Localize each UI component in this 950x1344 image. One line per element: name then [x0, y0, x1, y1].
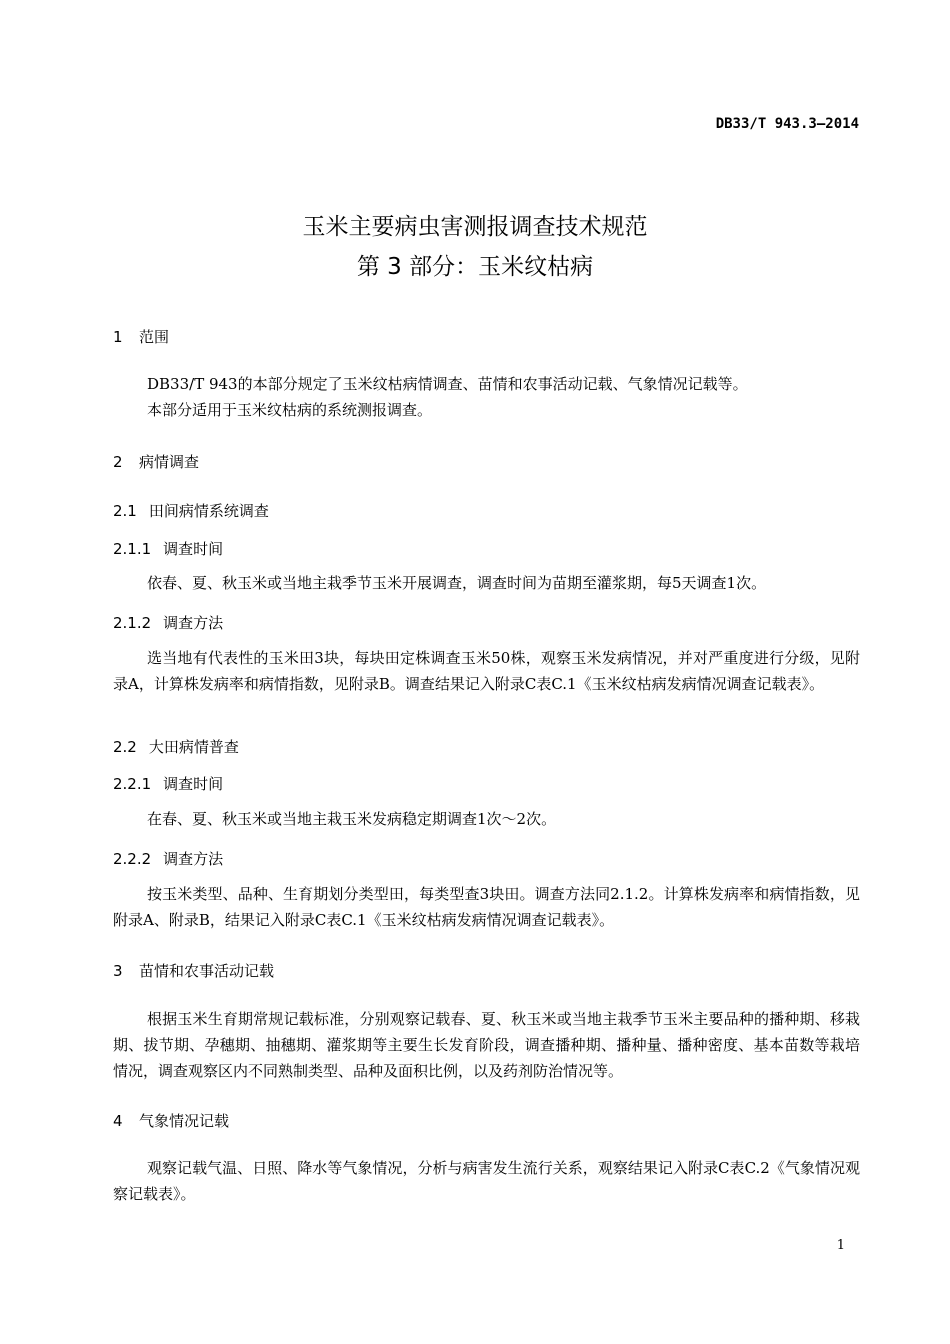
section-number: 2.1.2 — [113, 614, 152, 632]
section-3-heading — [113, 960, 274, 981]
section-1-paragraph-2: 本部分适用于玉米纹枯病的系统测报调查。 — [147, 401, 433, 419]
document-title: 玉米主要病虫害测报调查技术规范 — [302, 214, 648, 240]
section-title: 调查时间 — [163, 540, 224, 558]
section-2-2-1-heading — [113, 773, 223, 794]
section-number: 2.2.2 — [113, 850, 152, 868]
section-title: 苗情和农事活动记载 — [139, 962, 275, 980]
section-1-heading — [113, 326, 169, 347]
section-2-1-heading — [113, 500, 269, 521]
section-2-heading — [113, 451, 199, 472]
section-number: 2 — [113, 453, 123, 471]
standard-code: DB33/T 943.3—2014 — [715, 116, 859, 132]
section-4-heading — [113, 1110, 229, 1131]
section-title: 范围 — [139, 328, 170, 346]
section-number: 2.2 — [113, 738, 137, 756]
section-2-1-1-heading — [113, 538, 223, 559]
section-title: 调查方法 — [163, 614, 224, 632]
section-2-2-2-heading — [113, 848, 223, 869]
section-number: 2.1.1 — [113, 540, 152, 558]
section-1-paragraph-1: DB33/T 943的本部分规定了玉米纹枯病情调查、苗情和农事活动记载、气象情况记载等。 — [147, 375, 748, 393]
document-subtitle: 第 3 部分：玉米纹枯病 — [356, 254, 594, 280]
section-2-2-heading — [113, 736, 239, 757]
section-4-paragraph: 观察记载气温、日照、降水等气象情况，分析与病害发生流行关系，观察结果记入附录C表C.2《气象情况观察记载表》。 — [113, 1159, 860, 1203]
section-2-1-2-paragraph: 选当地有代表性的玉米田3块，每块田定株调查玉米50株，观察玉米发病情况，并对严重度进行分级，见附录A，计算株发病率和病情指数，见附录B。调查结果记入附录C表C.1《玉米纹枯病发病情况调查记载表》。 — [113, 649, 860, 693]
section-number: 1 — [113, 328, 123, 346]
section-title: 大田病情普查 — [148, 738, 239, 756]
section-title: 病情调查 — [139, 453, 200, 471]
section-number: 3 — [113, 962, 123, 980]
page-number: 1 — [836, 1238, 845, 1253]
section-2-2-1-paragraph: 在春、夏、秋玉米或当地主栽玉米发病稳定期调查1次～2次。 — [147, 810, 557, 828]
section-number: 2.1 — [113, 502, 137, 520]
section-title: 调查时间 — [163, 775, 224, 793]
section-title: 气象情况记载 — [139, 1112, 230, 1130]
section-3-paragraph: 根据玉米生育期常规记载标准，分别观察记载春、夏、秋玉米或当地主栽季节玉米主要品种的播种期、移栽期、拔节期、孕穗期、抽穗期、灌浆期等主要生长发育阶段，调查播种期、播种量、播种密度、基本苗数等栽培情况，调查观察区内不同熟制类型、品种及面积比例，以及药剂防治情况等。 — [113, 1010, 860, 1080]
section-2-2-2-paragraph: 按玉米类型、品种、生育期划分类型田，每类型查3块田。调查方法同2.1.2。计算株发病率和病情指数，见附录A、附录B，结果记入附录C表C.1《玉米纹枯病发病情况调查记载表》。 — [113, 885, 860, 929]
section-number: 4 — [113, 1112, 123, 1130]
section-title: 调查方法 — [163, 850, 224, 868]
section-title: 田间病情系统调查 — [148, 502, 269, 520]
section-2-1-1-paragraph: 依春、夏、秋玉米或当地主栽季节玉米开展调查，调查时间为苗期至灌浆期，每5天调查1次。 — [147, 574, 767, 592]
section-number: 2.2.1 — [113, 775, 152, 793]
section-2-1-2-heading — [113, 612, 223, 633]
